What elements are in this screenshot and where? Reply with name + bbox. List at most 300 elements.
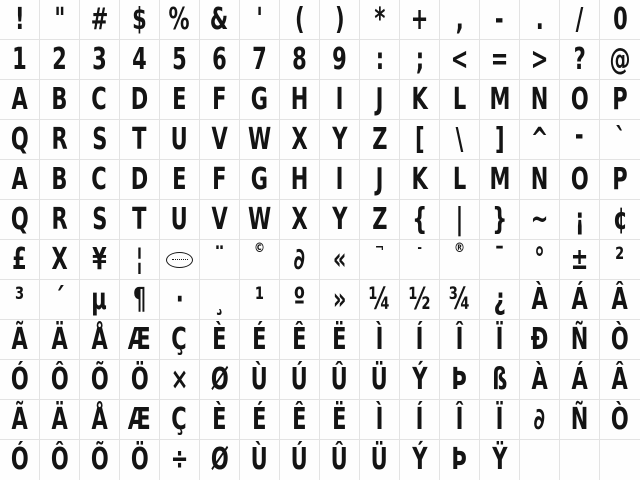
- glyph-cell: [520, 200, 560, 240]
- glyph-cell: [560, 80, 600, 120]
- glyph-cell: [440, 80, 480, 120]
- glyph: O: [570, 81, 589, 117]
- glyph: Û: [330, 442, 349, 477]
- glyph-cell: [280, 440, 320, 480]
- glyph-cell: [400, 440, 440, 480]
- glyph: Ë: [332, 401, 347, 437]
- glyph-cell: [480, 320, 520, 360]
- glyph: Æ: [128, 401, 151, 437]
- glyph: G: [250, 81, 269, 117]
- glyph-cell: [520, 80, 560, 120]
- glyph-cell: [320, 320, 360, 360]
- glyph: Ã: [11, 401, 28, 437]
- glyph: Ô: [50, 442, 69, 477]
- glyph: ®: [453, 241, 466, 256]
- glyph-cell: [0, 160, 40, 200]
- glyph: H: [290, 161, 309, 197]
- glyph-cell: [320, 40, 360, 80]
- glyph: V: [211, 201, 228, 237]
- glyph-cell: [440, 0, 480, 40]
- glyph: ∂: [293, 241, 306, 277]
- glyph: S: [91, 121, 108, 157]
- glyph-cell: [320, 80, 360, 120]
- glyph-cell: [200, 40, 240, 80]
- glyph-cell: [280, 80, 320, 120]
- glyph-cell: [80, 120, 120, 160]
- glyph-cell: [360, 320, 400, 360]
- glyph-cell: [200, 0, 240, 40]
- glyph: K: [411, 81, 428, 117]
- glyph-cell: [560, 160, 600, 200]
- glyph: 0: [612, 1, 628, 37]
- glyph-cell: [160, 200, 200, 240]
- glyph-cell: [600, 440, 640, 480]
- glyph-cell: [120, 80, 160, 120]
- glyph-cell: [320, 160, 360, 200]
- glyph-cell: [360, 280, 400, 320]
- glyph: º: [293, 281, 306, 317]
- glyph: Ã: [11, 321, 28, 357]
- glyph-cell: [520, 0, 560, 40]
- glyph: Z: [371, 121, 388, 157]
- glyph: D: [130, 161, 149, 197]
- glyph: Ê: [292, 321, 307, 357]
- glyph-cell: [280, 240, 320, 280]
- glyph-cell: [600, 80, 640, 120]
- glyph: Ê: [292, 401, 307, 437]
- glyph-cell: [160, 40, 200, 80]
- glyph: Ô: [50, 361, 69, 397]
- glyph-cell: [360, 240, 400, 280]
- glyph: £: [12, 241, 27, 277]
- glyph-cell: [400, 280, 440, 320]
- glyph-cell: [200, 240, 240, 280]
- glyph: X: [291, 121, 308, 157]
- glyph: I: [335, 161, 344, 197]
- glyph-cell: [600, 360, 640, 400]
- glyph-cell: [600, 160, 640, 200]
- glyph-cell: [560, 360, 600, 400]
- glyph: É: [252, 321, 267, 357]
- glyph-cell: [80, 440, 120, 480]
- glyph-cell: [320, 120, 360, 160]
- glyph: L: [452, 81, 467, 117]
- glyph-cell: [480, 240, 520, 280]
- glyph-cell: [120, 0, 160, 40]
- glyph-cell: [320, 440, 360, 480]
- glyph-cell: [560, 400, 600, 440]
- glyph: ¨: [214, 241, 225, 277]
- glyph-cell: [0, 240, 40, 280]
- glyph-cell: [440, 320, 480, 360]
- glyph-cell: [280, 360, 320, 400]
- glyph: J: [375, 81, 384, 117]
- glyph: N: [530, 81, 549, 117]
- glyph: ¯: [494, 241, 505, 277]
- glyph-cell: [360, 80, 400, 120]
- glyph: Á: [571, 281, 588, 317]
- glyph: Í: [415, 401, 424, 437]
- glyph-cell: [520, 120, 560, 160]
- glyph-cell: [280, 120, 320, 160]
- glyph: 7: [252, 41, 267, 77]
- glyph-cell: [120, 400, 160, 440]
- glyph-cell: [400, 40, 440, 80]
- glyph: ,: [455, 1, 464, 37]
- glyph: Y: [331, 121, 348, 157]
- glyph-cell: [240, 40, 280, 80]
- glyph-cell: [240, 440, 280, 480]
- glyph: P: [612, 161, 628, 197]
- glyph-cell: [160, 320, 200, 360]
- glyph: È: [212, 321, 227, 357]
- glyph-cell: [200, 120, 240, 160]
- glyph-cell: [40, 320, 80, 360]
- glyph-cell: [200, 360, 240, 400]
- glyph: Ï: [495, 401, 504, 437]
- glyph: C: [91, 161, 108, 197]
- glyph-cell: [0, 200, 40, 240]
- glyph: U: [170, 201, 189, 237]
- glyph: ]: [494, 121, 505, 157]
- glyph: Õ: [90, 361, 109, 397]
- glyph: Ì: [375, 401, 384, 437]
- glyph: ¸: [214, 281, 225, 317]
- glyph: Ú: [290, 442, 309, 477]
- glyph: `: [614, 121, 626, 157]
- glyph: ½: [408, 281, 431, 317]
- glyph: Q: [10, 201, 29, 237]
- glyph: Î: [455, 321, 464, 357]
- glyph-cell: [600, 0, 640, 40]
- glyph-cell: [480, 200, 520, 240]
- glyph-cell: [480, 360, 520, 400]
- glyph: L: [452, 161, 467, 197]
- glyph: B: [51, 81, 68, 117]
- glyph: :: [375, 41, 384, 77]
- glyph-cell: [480, 80, 520, 120]
- glyph: ¡: [574, 201, 585, 237]
- glyph-cell: [280, 320, 320, 360]
- glyph-cell: [440, 200, 480, 240]
- foundry-logo-stamp-icon: [166, 252, 193, 268]
- glyph: [: [414, 121, 425, 157]
- glyph: V: [211, 121, 228, 157]
- glyph: Ÿ: [491, 442, 508, 477]
- glyph: 2: [52, 41, 67, 77]
- glyph: Ì: [375, 321, 384, 357]
- glyph: X: [51, 241, 68, 277]
- glyph: 9: [332, 41, 347, 77]
- glyph: }: [492, 201, 507, 237]
- glyph: Ó: [10, 361, 29, 397]
- glyph: @: [609, 41, 631, 77]
- glyph: -: [417, 241, 422, 256]
- glyph: Ú: [290, 361, 309, 397]
- glyph: Þ: [451, 442, 468, 477]
- glyph-cell: [40, 80, 80, 120]
- glyph: ±: [570, 241, 589, 277]
- glyph-cell: [0, 400, 40, 440]
- glyph: \: [455, 121, 464, 157]
- glyph: Ó: [10, 442, 29, 477]
- glyph: >: [530, 41, 549, 77]
- glyph-cell: [160, 80, 200, 120]
- glyph: F: [212, 161, 227, 197]
- glyph-cell: [360, 120, 400, 160]
- glyph-cell: [120, 280, 160, 320]
- glyph: +: [410, 1, 429, 37]
- glyph: ©: [253, 241, 266, 256]
- glyph: Ø: [210, 361, 229, 397]
- glyph-cell: [600, 200, 640, 240]
- glyph-cell: [160, 160, 200, 200]
- glyph: ¿: [493, 281, 506, 317]
- glyph-cell: [520, 160, 560, 200]
- glyph-cell: [0, 40, 40, 80]
- glyph-cell: [240, 0, 280, 40]
- glyph: Ý: [411, 442, 428, 477]
- glyph: A: [11, 81, 28, 117]
- glyph: ¾: [448, 281, 471, 317]
- glyph-cell: [120, 360, 160, 400]
- glyph: «: [332, 241, 347, 277]
- glyph: Ç: [171, 321, 188, 357]
- glyph: 3: [92, 41, 107, 77]
- glyph-cell: [40, 40, 80, 80]
- glyph: Ø: [210, 442, 229, 477]
- glyph: S: [91, 201, 108, 237]
- glyph: Ð: [530, 321, 549, 357]
- glyph: µ: [91, 281, 108, 317]
- glyph-cell: [280, 400, 320, 440]
- glyph-cell: [520, 360, 560, 400]
- glyph: ¢: [612, 201, 628, 237]
- glyph-cell: [600, 240, 640, 280]
- glyph: Ö: [130, 361, 149, 397]
- glyph: ²: [615, 241, 625, 277]
- glyph-cell: [120, 440, 160, 480]
- logo-scribble-text: [172, 259, 188, 260]
- glyph: /: [575, 1, 584, 37]
- glyph-cell: [80, 160, 120, 200]
- glyph-cell: [240, 400, 280, 440]
- glyph: #: [90, 1, 109, 37]
- glyph-cell: [560, 40, 600, 80]
- glyph: Ö: [130, 442, 149, 477]
- glyph-cell: [120, 240, 160, 280]
- glyph: W: [247, 201, 272, 237]
- glyph-cell: [480, 120, 520, 160]
- glyph-cell: [0, 320, 40, 360]
- glyph: ·: [175, 281, 184, 317]
- glyph-cell: [320, 280, 360, 320]
- glyph-cell: [80, 280, 120, 320]
- glyph: %: [168, 1, 191, 37]
- glyph: É: [252, 401, 267, 437]
- glyph-cell: [160, 440, 200, 480]
- glyph-cell: [400, 120, 440, 160]
- glyph-cell: [280, 40, 320, 80]
- glyph: Û: [330, 361, 349, 397]
- glyph: Ý: [411, 361, 428, 397]
- glyph: Z: [371, 201, 388, 237]
- glyph: Ç: [171, 401, 188, 437]
- glyph: !: [14, 1, 25, 37]
- glyph-cell: [440, 160, 480, 200]
- glyph-cell: [80, 0, 120, 40]
- glyph: -: [575, 120, 584, 153]
- glyph-cell: [160, 400, 200, 440]
- glyph-cell: [160, 240, 200, 280]
- glyph-cell: [440, 120, 480, 160]
- glyph: G: [250, 161, 269, 197]
- glyph-cell: [560, 0, 600, 40]
- glyph: D: [130, 81, 149, 117]
- glyph-cell: [280, 0, 320, 40]
- glyph-cell: [80, 360, 120, 400]
- glyph: Â: [611, 281, 629, 317]
- glyph-cell: [40, 120, 80, 160]
- glyph: Î: [455, 401, 464, 437]
- glyph: Ò: [611, 321, 629, 357]
- glyph: Ä: [51, 321, 68, 357]
- glyph-cell: [440, 240, 480, 280]
- glyph-cell: [320, 240, 360, 280]
- glyph-cell: [80, 240, 120, 280]
- glyph-cell: [600, 320, 640, 360]
- glyph: Q: [10, 121, 29, 157]
- glyph-cell: [400, 200, 440, 240]
- glyph-cell: [0, 360, 40, 400]
- glyph: ¼: [368, 281, 391, 317]
- glyph: -: [495, 1, 504, 37]
- glyph-cell: [240, 160, 280, 200]
- glyph-cell: [520, 40, 560, 80]
- glyph: ^: [530, 121, 549, 157]
- glyph: È: [212, 401, 227, 437]
- glyph: N: [530, 161, 549, 197]
- glyph: À: [531, 281, 548, 317]
- glyph: ÷: [170, 442, 189, 477]
- glyph-cell: [480, 280, 520, 320]
- glyph-cell: [320, 400, 360, 440]
- glyph: °: [534, 241, 545, 277]
- glyph-cell: [560, 120, 600, 160]
- glyph-cell: [440, 440, 480, 480]
- glyph-cell: [200, 80, 240, 120]
- glyph-cell: [360, 160, 400, 200]
- glyph: ': [256, 1, 263, 37]
- glyph-cell: [0, 440, 40, 480]
- glyph-cell: [360, 400, 400, 440]
- glyph-cell: [560, 320, 600, 360]
- glyph-cell: [160, 360, 200, 400]
- glyph-cell: [440, 360, 480, 400]
- glyph: J: [375, 161, 384, 197]
- glyph: Y: [331, 201, 348, 237]
- glyph-cell: [520, 280, 560, 320]
- glyph-cell: [40, 360, 80, 400]
- glyph-cell: [480, 440, 520, 480]
- glyph-cell: [240, 200, 280, 240]
- glyph: &: [210, 1, 229, 37]
- glyph-cell: [200, 160, 240, 200]
- glyph-cell: [200, 280, 240, 320]
- glyph-cell: [560, 240, 600, 280]
- glyph-cell: [320, 360, 360, 400]
- glyph: 1: [12, 41, 27, 77]
- glyph-cell: [400, 80, 440, 120]
- glyph: 5: [172, 41, 187, 77]
- glyph: B: [51, 161, 68, 197]
- glyph: Õ: [90, 442, 109, 477]
- glyph-cell: [360, 40, 400, 80]
- glyph: Ä: [51, 401, 68, 437]
- glyph: Ù: [250, 361, 269, 397]
- glyph: ¶: [132, 281, 147, 317]
- glyph: Ë: [332, 321, 347, 357]
- glyph-cell: [520, 240, 560, 280]
- glyph: E: [172, 161, 187, 197]
- glyph: H: [290, 81, 309, 117]
- glyph-cell: [160, 280, 200, 320]
- glyph-cell: [240, 280, 280, 320]
- glyph-cell: [480, 40, 520, 80]
- glyph: .: [535, 1, 544, 37]
- glyph: Å: [91, 401, 108, 437]
- glyph-cell: [360, 200, 400, 240]
- glyph-cell: [400, 0, 440, 40]
- glyph: M: [489, 81, 510, 117]
- glyph-cell: [120, 40, 160, 80]
- glyph-cell: [200, 200, 240, 240]
- glyph: Ü: [370, 442, 389, 477]
- glyph-cell: [400, 160, 440, 200]
- glyph: R: [51, 201, 68, 237]
- glyph-cell: [440, 280, 480, 320]
- glyph: T: [132, 121, 147, 157]
- glyph-cell: [40, 0, 80, 40]
- glyph-cell: [280, 280, 320, 320]
- glyph-cell: [520, 400, 560, 440]
- glyph-cell: [480, 0, 520, 40]
- glyph: Ü: [370, 361, 389, 397]
- glyph-cell: [560, 440, 600, 480]
- glyph-cell: [280, 200, 320, 240]
- glyph: ß: [491, 361, 508, 397]
- glyph-cell: [600, 400, 640, 440]
- glyph: 6: [212, 41, 227, 77]
- glyph: T: [132, 201, 147, 237]
- glyph: 4: [132, 41, 147, 77]
- glyph: Á: [571, 361, 588, 397]
- glyph: Ï: [495, 321, 504, 357]
- glyph: ~: [530, 201, 549, 237]
- glyph-cell: [400, 240, 440, 280]
- glyph-cell: [40, 200, 80, 240]
- glyph-cell: [160, 120, 200, 160]
- glyph-cell: [0, 80, 40, 120]
- glyph-cell: [120, 200, 160, 240]
- glyph-cell: [600, 40, 640, 80]
- glyph: P: [612, 81, 628, 117]
- glyph-cell: [560, 200, 600, 240]
- glyph: ³: [14, 281, 25, 317]
- glyph-cell: [360, 0, 400, 40]
- glyph-cell: [40, 280, 80, 320]
- glyph: |: [455, 201, 464, 237]
